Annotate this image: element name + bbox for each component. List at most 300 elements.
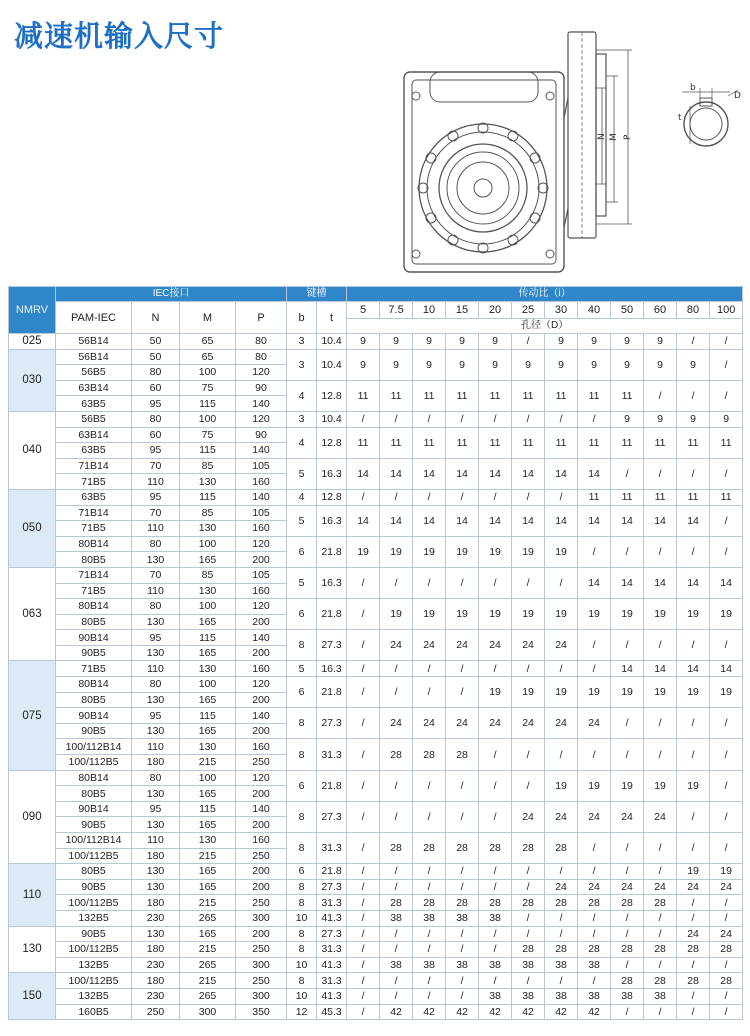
bore-cell: 19 [545, 536, 578, 567]
bore-cell: / [611, 458, 644, 489]
bore-cell: / [347, 1004, 380, 1020]
key-t-cell: 31.3 [317, 739, 347, 770]
m-cell: 165 [180, 926, 236, 942]
flange-code-cell: 80B5 [56, 552, 132, 568]
ratio-cell: 5 [347, 302, 380, 319]
bore-cell: 19 [446, 599, 479, 630]
bore-cell: 42 [578, 1004, 611, 1020]
bore-cell: / [644, 739, 677, 770]
bore-cell: / [545, 489, 578, 505]
bore-cell: 24 [644, 801, 677, 832]
key-b-cell: 10 [287, 988, 317, 1004]
bore-cell: / [512, 567, 545, 598]
bore-cell: 42 [380, 1004, 413, 1020]
bore-cell: 42 [545, 1004, 578, 1020]
bore-cell: 14 [413, 505, 446, 536]
m-cell: 130 [180, 474, 236, 490]
bore-cell: / [611, 910, 644, 926]
dim-label-p: P [623, 134, 633, 140]
p-cell: 350 [236, 1004, 287, 1020]
p-cell: 160 [236, 521, 287, 537]
bore-cell: / [710, 801, 743, 832]
model-group-150 [9, 973, 743, 1020]
model-group-040 [9, 411, 743, 489]
table-row [9, 926, 743, 942]
key-b-cell: 5 [287, 505, 317, 536]
key-b-cell: 6 [287, 864, 317, 880]
bore-cell: 24 [677, 926, 710, 942]
bore-cell: 24 [710, 926, 743, 942]
key-b-cell: 10 [287, 910, 317, 926]
bore-cell: 19 [578, 599, 611, 630]
bore-cell: 28 [545, 833, 578, 864]
bore-cell: 19 [677, 599, 710, 630]
key-b-cell: 8 [287, 801, 317, 832]
n-cell: 95 [132, 708, 180, 724]
bore-cell: 28 [446, 739, 479, 770]
bore-cell: 28 [710, 942, 743, 958]
bore-cell: 38 [545, 957, 578, 973]
bore-cell: / [644, 864, 677, 880]
model-group-025 [9, 334, 743, 350]
m-cell: 165 [180, 817, 236, 833]
bore-cell: 38 [578, 957, 611, 973]
bore-cell: / [644, 910, 677, 926]
bore-cell: 14 [380, 458, 413, 489]
bore-cell: 11 [479, 380, 512, 411]
m-cell: 130 [180, 833, 236, 849]
n-cell: 130 [132, 864, 180, 880]
bore-cell: 19 [479, 599, 512, 630]
key-b-cell: 6 [287, 536, 317, 567]
bore-cell: / [380, 411, 413, 427]
flange-code-cell: 71B5 [56, 661, 132, 677]
p-cell: 120 [236, 677, 287, 693]
bore-cell: / [611, 833, 644, 864]
ratio-cell: 100 [710, 302, 743, 319]
bore-cell: / [578, 926, 611, 942]
key-t-cell: 12.8 [317, 380, 347, 411]
m-cell: 165 [180, 864, 236, 880]
bore-cell: / [347, 833, 380, 864]
bore-cell: / [380, 879, 413, 895]
key-t-cell: 41.3 [317, 957, 347, 973]
bore-cell: 38 [479, 910, 512, 926]
p-cell: 120 [236, 599, 287, 615]
bore-cell: / [479, 739, 512, 770]
table-row [9, 770, 743, 786]
bore-cell: 19 [710, 677, 743, 708]
key-t-cell: 27.3 [317, 708, 347, 739]
bore-cell: / [677, 739, 710, 770]
bore-cell: / [710, 895, 743, 911]
bore-cell: 19 [644, 677, 677, 708]
key-t-cell: 21.8 [317, 677, 347, 708]
key-t-cell: 21.8 [317, 770, 347, 801]
bore-cell: 24 [578, 708, 611, 739]
key-b-cell: 4 [287, 380, 317, 411]
ratio-cell: 20 [479, 302, 512, 319]
bore-cell: / [578, 739, 611, 770]
bore-cell: / [710, 957, 743, 973]
bore-cell: / [347, 895, 380, 911]
bore-cell: / [545, 926, 578, 942]
bore-cell: / [677, 708, 710, 739]
bore-cell: 19 [512, 536, 545, 567]
bore-cell: / [446, 677, 479, 708]
bore-cell: 11 [710, 489, 743, 505]
n-cell: 95 [132, 801, 180, 817]
table-row [9, 864, 743, 880]
bore-cell: 24 [413, 630, 446, 661]
table-row [9, 910, 743, 926]
flange-code-cell: 71B5 [56, 583, 132, 599]
m-cell: 165 [180, 645, 236, 661]
m-cell: 265 [180, 988, 236, 1004]
key-t-cell: 31.3 [317, 973, 347, 989]
table-row [9, 661, 743, 677]
key-b-cell: 3 [287, 334, 317, 350]
p-cell: 250 [236, 755, 287, 771]
bore-cell: / [347, 677, 380, 708]
bore-cell: 14 [380, 505, 413, 536]
ratio-cell: 40 [578, 302, 611, 319]
bore-cell: 28 [413, 739, 446, 770]
bore-cell: 19 [578, 770, 611, 801]
n-cell: 110 [132, 583, 180, 599]
n-cell: 180 [132, 755, 180, 771]
key-t-cell: 41.3 [317, 910, 347, 926]
p-cell: 300 [236, 910, 287, 926]
bore-cell: / [347, 739, 380, 770]
flange-code-cell: 71B5 [56, 474, 132, 490]
n-cell: 180 [132, 942, 180, 958]
bore-cell: 14 [479, 458, 512, 489]
bore-cell: 11 [578, 427, 611, 458]
bore-cell: / [710, 536, 743, 567]
key-t-cell: 16.3 [317, 567, 347, 598]
table-row [9, 988, 743, 1004]
bore-cell: / [545, 973, 578, 989]
bore-cell: 19 [413, 536, 446, 567]
bore-cell: / [578, 536, 611, 567]
bore-cell: 19 [677, 770, 710, 801]
bore-cell: 28 [677, 973, 710, 989]
bore-cell: / [578, 833, 611, 864]
bore-cell: / [347, 957, 380, 973]
bore-cell: 14 [578, 458, 611, 489]
bore-cell: 42 [512, 1004, 545, 1020]
bore-cell: / [677, 833, 710, 864]
key-label-t: t [678, 113, 682, 123]
bore-cell: / [611, 739, 644, 770]
bore-cell: 19 [710, 864, 743, 880]
bore-cell: / [446, 879, 479, 895]
p-cell: 160 [236, 583, 287, 599]
model-group-130 [9, 926, 743, 973]
n-cell: 80 [132, 770, 180, 786]
m-cell: 215 [180, 755, 236, 771]
n-cell: 130 [132, 879, 180, 895]
bore-cell: 14 [578, 567, 611, 598]
bore-cell: 24 [446, 630, 479, 661]
bore-cell: 11 [578, 489, 611, 505]
m-cell: 100 [180, 770, 236, 786]
n-cell: 110 [132, 833, 180, 849]
model-cell: 040 [9, 411, 56, 489]
bore-cell: 24 [710, 879, 743, 895]
bore-cell: 24 [545, 879, 578, 895]
key-t-cell: 21.8 [317, 536, 347, 567]
bore-cell: 14 [512, 458, 545, 489]
bore-cell: 24 [545, 708, 578, 739]
bore-cell: / [677, 458, 710, 489]
bore-cell: / [512, 864, 545, 880]
bore-cell: / [479, 864, 512, 880]
bore-cell: / [611, 957, 644, 973]
bore-cell: / [347, 864, 380, 880]
n-cell: 130 [132, 786, 180, 802]
n-cell: 60 [132, 380, 180, 396]
bore-cell: 28 [479, 895, 512, 911]
bore-cell: 19 [446, 536, 479, 567]
n-cell: 110 [132, 739, 180, 755]
bore-cell: 11 [347, 427, 380, 458]
bore-cell: 11 [347, 380, 380, 411]
flange-code-cell: 132B5 [56, 957, 132, 973]
bore-cell: / [380, 770, 413, 801]
ratio-cell: 60 [644, 302, 677, 319]
bore-cell: 14 [446, 505, 479, 536]
p-cell: 140 [236, 396, 287, 412]
ratio-cell: 7.5 [380, 302, 413, 319]
key-b-cell: 6 [287, 599, 317, 630]
bore-cell: / [347, 411, 380, 427]
key-t-cell: 10.4 [317, 334, 347, 350]
p-cell: 120 [236, 770, 287, 786]
m-cell: 300 [180, 1004, 236, 1020]
bore-cell: / [710, 1004, 743, 1020]
flange-code-cell: 71B5 [56, 521, 132, 537]
bore-cell: / [644, 380, 677, 411]
flange-code-cell: 90B5 [56, 817, 132, 833]
key-t-cell: 31.3 [317, 895, 347, 911]
key-b-cell: 4 [287, 489, 317, 505]
key-t-cell: 27.3 [317, 801, 347, 832]
bore-cell: 19 [380, 599, 413, 630]
table-row [9, 973, 743, 989]
bore-cell: / [677, 1004, 710, 1020]
bore-cell: 11 [578, 380, 611, 411]
bore-cell: / [380, 942, 413, 958]
p-cell: 250 [236, 973, 287, 989]
bore-cell: 14 [413, 458, 446, 489]
n-cell: 50 [132, 334, 180, 350]
p-cell: 140 [236, 801, 287, 817]
bore-cell: / [446, 489, 479, 505]
bore-cell: 11 [611, 427, 644, 458]
m-cell: 215 [180, 942, 236, 958]
bore-cell: 38 [578, 988, 611, 1004]
n-cell: 180 [132, 973, 180, 989]
bore-cell: 42 [413, 1004, 446, 1020]
bore-cell: / [578, 910, 611, 926]
bore-cell: 24 [578, 801, 611, 832]
bore-cell: 38 [479, 988, 512, 1004]
bore-cell: / [380, 677, 413, 708]
bore-cell: / [347, 910, 380, 926]
flange-code-cell: 100/112B5 [56, 895, 132, 911]
m-cell: 130 [180, 583, 236, 599]
bore-cell: 14 [611, 567, 644, 598]
p-cell: 200 [236, 692, 287, 708]
bore-cell: 9 [644, 334, 677, 350]
p-cell: 200 [236, 614, 287, 630]
table-row [9, 833, 743, 849]
n-cell: 70 [132, 458, 180, 474]
bore-cell: 28 [644, 973, 677, 989]
key-t-cell: 27.3 [317, 630, 347, 661]
bore-cell: / [446, 926, 479, 942]
model-group-050 [9, 489, 743, 567]
m-cell: 100 [180, 365, 236, 381]
bore-cell: 9 [380, 349, 413, 380]
n-cell: 130 [132, 692, 180, 708]
bore-cell: / [545, 910, 578, 926]
table-row [9, 942, 743, 958]
flange-code-cell: 80B14 [56, 599, 132, 615]
m-cell: 115 [180, 801, 236, 817]
flange-code-cell: 132B5 [56, 988, 132, 1004]
bore-cell: / [611, 708, 644, 739]
bore-cell: 11 [710, 427, 743, 458]
table-row [9, 801, 743, 817]
table-row [9, 1004, 743, 1020]
bore-cell: 38 [545, 988, 578, 1004]
model-cell: 090 [9, 770, 56, 864]
key-t-cell: 10.4 [317, 349, 347, 380]
m-cell: 115 [180, 443, 236, 459]
bore-cell: / [446, 770, 479, 801]
n-cell: 110 [132, 661, 180, 677]
m-cell: 130 [180, 661, 236, 677]
bore-cell: / [479, 926, 512, 942]
flange-code-cell: 100/112B14 [56, 739, 132, 755]
p-cell: 80 [236, 334, 287, 350]
bore-cell: / [347, 879, 380, 895]
header-pam: PAM-IEC [56, 302, 132, 334]
bore-cell: 28 [413, 833, 446, 864]
flange-code-cell: 100/112B5 [56, 973, 132, 989]
m-cell: 100 [180, 599, 236, 615]
flange-code-cell: 132B5 [56, 910, 132, 926]
n-cell: 50 [132, 349, 180, 365]
bore-cell: / [413, 864, 446, 880]
p-cell: 300 [236, 988, 287, 1004]
bore-cell: 11 [446, 427, 479, 458]
bore-cell: 38 [512, 988, 545, 1004]
bore-cell: / [446, 411, 479, 427]
bore-cell: 11 [644, 427, 677, 458]
bore-cell: 38 [380, 910, 413, 926]
m-cell: 165 [180, 723, 236, 739]
bore-cell: / [611, 536, 644, 567]
bore-cell: 19 [413, 599, 446, 630]
bore-cell: / [446, 801, 479, 832]
bore-cell: / [512, 770, 545, 801]
p-cell: 140 [236, 489, 287, 505]
bore-cell: 24 [380, 708, 413, 739]
p-cell: 200 [236, 817, 287, 833]
bore-cell: 14 [677, 505, 710, 536]
bore-cell: / [347, 708, 380, 739]
p-cell: 200 [236, 786, 287, 802]
n-cell: 230 [132, 988, 180, 1004]
header-ratio: 传动比（i） [347, 287, 743, 302]
flange-code-cell: 63B5 [56, 396, 132, 412]
bore-cell: / [545, 739, 578, 770]
p-cell: 160 [236, 739, 287, 755]
bore-cell: 11 [677, 427, 710, 458]
bore-cell: 19 [512, 677, 545, 708]
key-b-cell: 6 [287, 770, 317, 801]
m-cell: 165 [180, 786, 236, 802]
table-row [9, 957, 743, 973]
bore-cell: 24 [677, 879, 710, 895]
bore-cell: / [545, 661, 578, 677]
bore-cell: / [512, 739, 545, 770]
n-cell: 110 [132, 474, 180, 490]
bore-cell: 28 [446, 833, 479, 864]
bore-cell: 28 [644, 942, 677, 958]
dim-label-n: N [597, 133, 607, 140]
bore-cell: 11 [380, 380, 413, 411]
bore-cell: / [479, 489, 512, 505]
model-cell: 150 [9, 973, 56, 1020]
bore-cell: 24 [380, 630, 413, 661]
bore-cell: 24 [512, 801, 545, 832]
key-b-cell: 5 [287, 567, 317, 598]
table-row [9, 879, 743, 895]
flange-code-cell: 80B14 [56, 677, 132, 693]
m-cell: 115 [180, 489, 236, 505]
bore-cell: 14 [710, 661, 743, 677]
ratio-cell: 50 [611, 302, 644, 319]
bore-cell: 28 [380, 739, 413, 770]
bore-cell: 28 [644, 895, 677, 911]
bore-cell: / [347, 567, 380, 598]
m-cell: 115 [180, 708, 236, 724]
key-t-cell: 12.8 [317, 427, 347, 458]
bore-cell: 28 [677, 942, 710, 958]
p-cell: 200 [236, 879, 287, 895]
bore-cell: 9 [611, 334, 644, 350]
bore-cell: / [512, 489, 545, 505]
ratio-cell: 80 [677, 302, 710, 319]
bore-cell: / [413, 770, 446, 801]
flange-code-cell: 160B5 [56, 1004, 132, 1020]
bore-cell: / [413, 988, 446, 1004]
bore-cell: / [677, 988, 710, 1004]
p-cell: 105 [236, 567, 287, 583]
flange-code-cell: 100/112B5 [56, 942, 132, 958]
bore-cell: / [578, 973, 611, 989]
m-cell: 215 [180, 848, 236, 864]
bore-cell: / [512, 973, 545, 989]
bore-cell: 14 [611, 505, 644, 536]
p-cell: 250 [236, 942, 287, 958]
m-cell: 100 [180, 411, 236, 427]
